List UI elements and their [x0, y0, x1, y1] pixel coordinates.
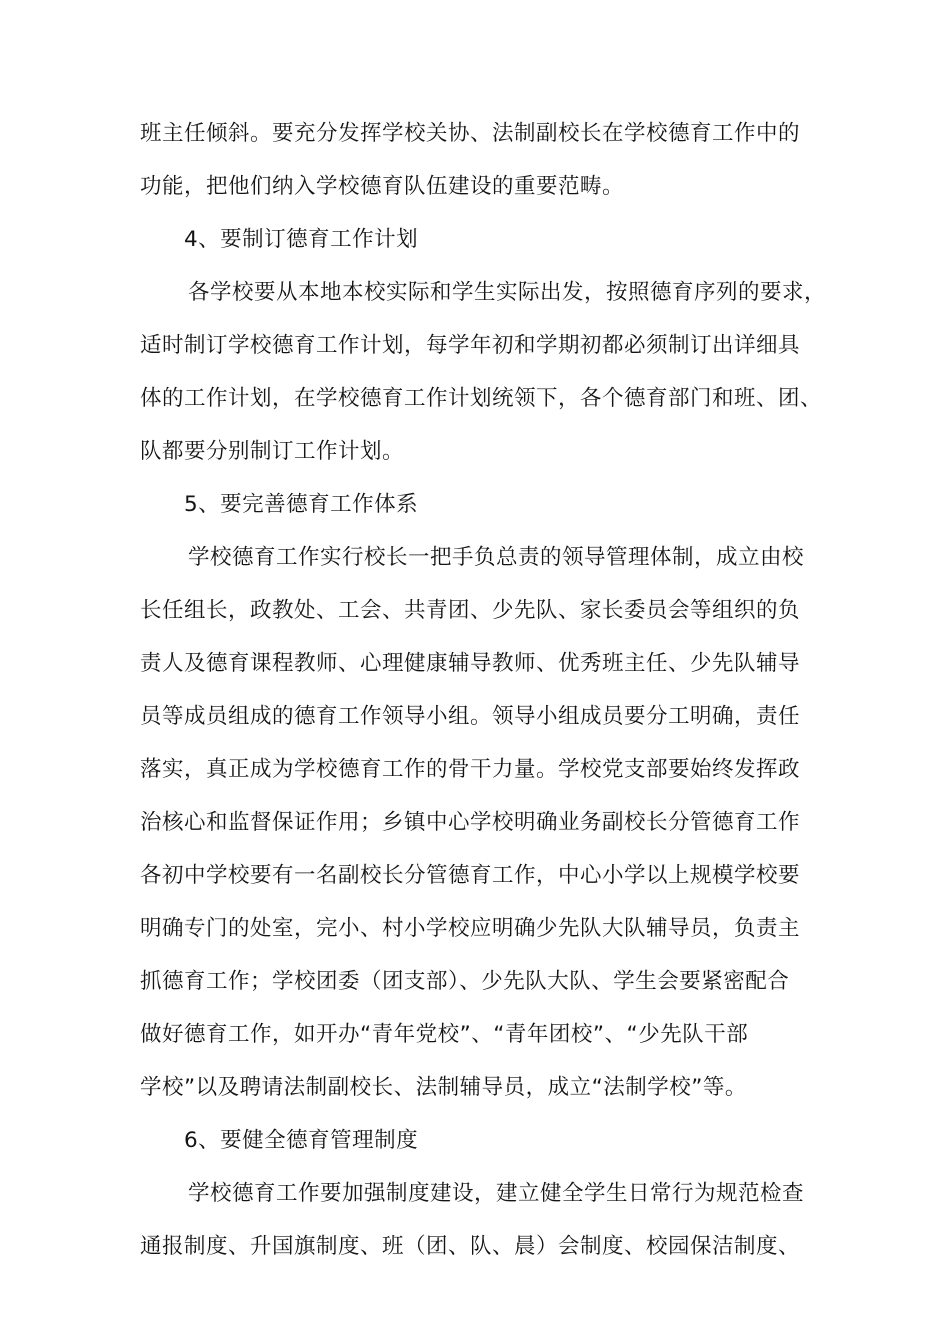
- text-line: 员等成员组成的德育工作领导小组。领导小组成员要分工明确，责任: [140, 704, 801, 729]
- text-line: 治核心和监督保证作用；乡镇中心学校明确业务副校长分管德育工作: [140, 810, 801, 835]
- text-line: 抓德育工作；学校团委（团支部）、少先队大队、学生会要紧密配合: [140, 969, 790, 994]
- paragraph-first-line: 各学校要从本地本校实际和学生实际出发，按照德育序列的要求，: [188, 280, 827, 305]
- text-line: 长任组长，政教处、工会、共青团、少先队、家长委员会等组织的负: [140, 598, 801, 623]
- document-body: [140, 114, 830, 1280]
- text-line: 各初中学校要有一名副校长分管德育工作，中心小学以上规模学校要: [140, 863, 801, 888]
- text-line: 体的工作计划，在学校德育工作计划统领下，各个德育部门和班、团、: [140, 386, 823, 411]
- paragraph-first-line: 学校德育工作实行校长一把手负总责的领导管理体制，成立由校: [188, 545, 805, 570]
- section-heading-6: 6、要健全德育管理制度: [184, 1128, 419, 1153]
- text-line: 班主任倾斜。要充分发挥学校关协、法制副校长在学校德育工作中的: [140, 121, 801, 146]
- text-line: 责人及德育课程教师、心理健康辅导教师、优秀班主任、少先队辅导: [140, 651, 801, 676]
- text-line: 队都要分别制订工作计划。: [140, 439, 405, 464]
- text-line: 明确专门的处室，完小、村小学校应明确少先队大队辅导员，负责主: [140, 916, 801, 941]
- text-line: 通报制度、升国旗制度、班（团、队、晨）会制度、校园保洁制度、: [140, 1234, 801, 1259]
- section-heading-4: 4、要制订德育工作计划: [184, 227, 419, 252]
- text-line: 学校”以及聘请法制副校长、法制辅导员，成立“法制学校”等。: [140, 1075, 747, 1100]
- text-line: 功能，把他们纳入学校德育队伍建设的重要范畴。: [140, 174, 625, 199]
- text-line: 落实，真正成为学校德育工作的骨干力量。学校党支部要始终发挥政: [140, 757, 801, 782]
- text-line: 适时制订学校德育工作计划，每学年初和学期初都必须制订出详细具: [140, 333, 801, 358]
- paragraph-first-line: 学校德育工作要加强制度建设，建立健全学生日常行为规范检查: [188, 1181, 805, 1206]
- text-line: 做好德育工作，如开办“青年党校”、“青年团校”、“少先队干部: [140, 1022, 749, 1047]
- section-heading-5: 5、要完善德育工作体系: [184, 492, 419, 517]
